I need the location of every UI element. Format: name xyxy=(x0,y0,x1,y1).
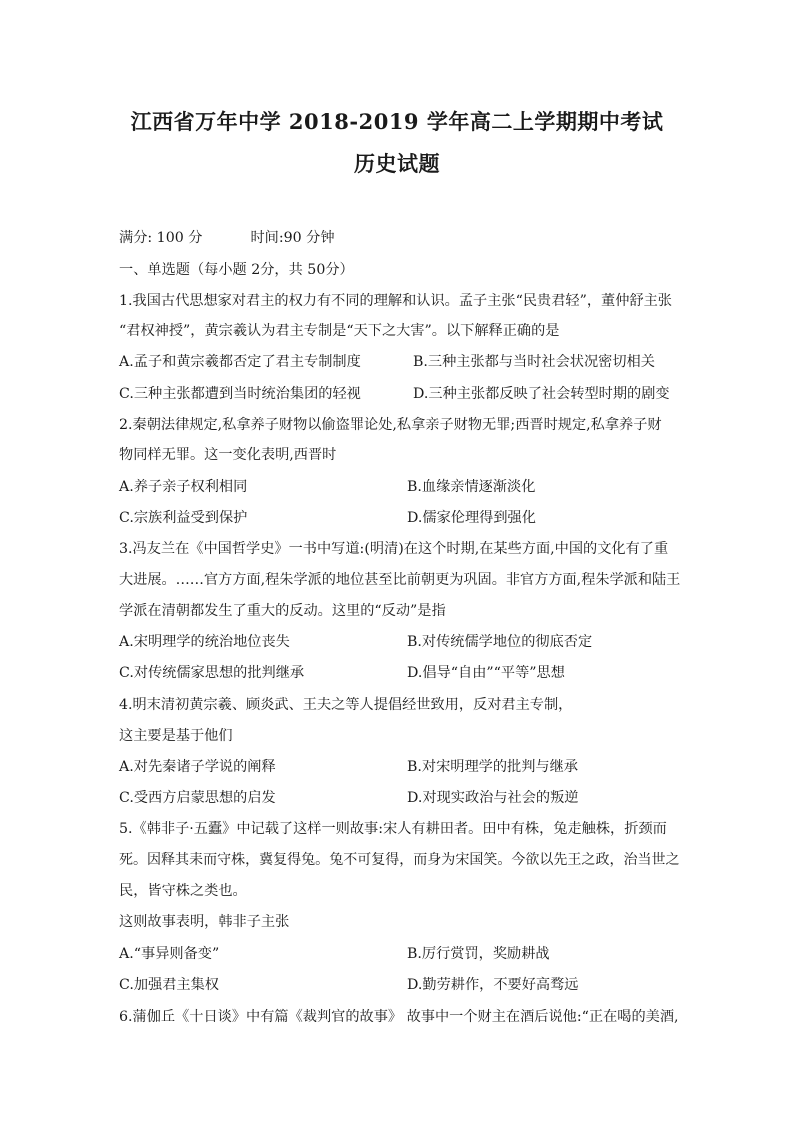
question-2-option-d: D.儒家伦理得到强化 xyxy=(407,510,536,526)
question-5-text: 死。因释其耒而守株，冀复得兔。兔不可复得，而身为宋国笑。今欲以先王之政，治当世之 xyxy=(119,852,680,868)
question-4-option-d: D.对现实政治与社会的叛逆 xyxy=(407,790,579,806)
question-1-option-b: B.三种主张都与当时社会状况密切相关 xyxy=(413,354,655,370)
question-5-text: 民，皆守株之类也。 xyxy=(119,883,247,899)
page-title: 江西省万年中学 2018-2019 学年高二上学期期中考试 xyxy=(130,109,664,134)
question-5-option-d: D.勤劳耕作，不要好高骛远 xyxy=(407,977,579,993)
question-4-option-a: A.对先秦诸子学说的阐释 xyxy=(119,759,276,775)
question-6-text: 6.蒲伽丘《十日谈》中有篇《裁判官的故事》 故事中一个财主在酒后说他:“正在喝的美酒, xyxy=(119,1009,679,1025)
question-3-option-b: B.对传统儒学地位的彻底否定 xyxy=(407,634,593,650)
question-1-option-c: C.三种主张都遭到当时统治集团的轻视 xyxy=(119,386,361,402)
question-4-option-b: B.对宋明理学的批判与继承 xyxy=(407,759,578,775)
question-2-option-b: B.血缘亲情逐渐淡化 xyxy=(407,479,536,495)
question-5-text: 这则故事表明，韩非子主张 xyxy=(119,914,290,930)
question-2-text: 物同样无罪。这一变化表明,西晋时 xyxy=(119,447,337,463)
question-3-option-a: A.宋明理学的统治地位丧失 xyxy=(119,634,290,650)
question-4-option-c: C.受西方启蒙思想的启发 xyxy=(119,790,276,806)
question-4-text: 这主要是基于他们 xyxy=(119,728,233,744)
question-3-option-d: D.倡导“自由”“平等”思想 xyxy=(407,665,565,681)
section-heading: 一、单选题（每小题 2分，共 50分） xyxy=(119,262,354,278)
question-3-option-c: C.对传统儒家思想的批判继承 xyxy=(119,665,305,681)
question-5-option-b: B.厉行赏罚，奖励耕战 xyxy=(407,946,550,962)
question-2-option-c: C.宗族利益受到保护 xyxy=(119,510,248,526)
exam-meta xyxy=(119,229,335,247)
question-2-text: 2.秦朝法律规定,私拿养子财物以偷盗罪论处,私拿亲子财物无罪;西晋时规定,私拿养子财 xyxy=(119,417,662,433)
time-info: 时间:90 分钟 xyxy=(250,230,335,246)
question-1-text: “君权神授”，黄宗羲认为君主专制是“天下之大害”。以下解释正确的是 xyxy=(119,323,560,339)
question-1-text: 1.我国古代思想家对君主的权力有不同的理解和认识。孟子主张“民贵君轻”，董仲舒主张 xyxy=(119,293,672,309)
page-subtitle: 历史试题 xyxy=(354,151,440,176)
question-4-text: 4.明末清初黄宗羲、顾炎武、王夫之等人提倡经世致用，反对君主专制， xyxy=(119,697,573,713)
question-1-option-a: A.孟子和黄宗羲都否定了君主专制制度 xyxy=(119,354,361,370)
question-3-text: 3.冯友兰在《中国哲学史》一书中写道:(明清)在这个时期,在某些方面,中国的文化有了重 xyxy=(119,541,669,557)
question-1-option-d: D.三种主张都反映了社会转型时期的剧变 xyxy=(413,386,670,402)
question-5-option-c: C.加强君主集权 xyxy=(119,977,219,993)
score-info: 满分: 100 分 xyxy=(119,230,203,246)
question-3-text: 学派在清朝都发生了重大的反动。这里的“反动”是指 xyxy=(119,603,446,619)
question-2-option-a: A.养子亲子权利相同 xyxy=(119,479,248,495)
question-5-text: 5.《韩非子·五蠹》中记载了这样一则故事:宋人有耕田者。田中有株，兔走触株，折颈而 xyxy=(119,821,667,837)
question-5-option-a: A.“事异则备变” xyxy=(119,946,220,962)
question-3-text: 大进展。……官方方面,程朱学派的地位甚至比前朝更为巩固。非官方方面,程朱学派和陆王 xyxy=(119,572,681,588)
